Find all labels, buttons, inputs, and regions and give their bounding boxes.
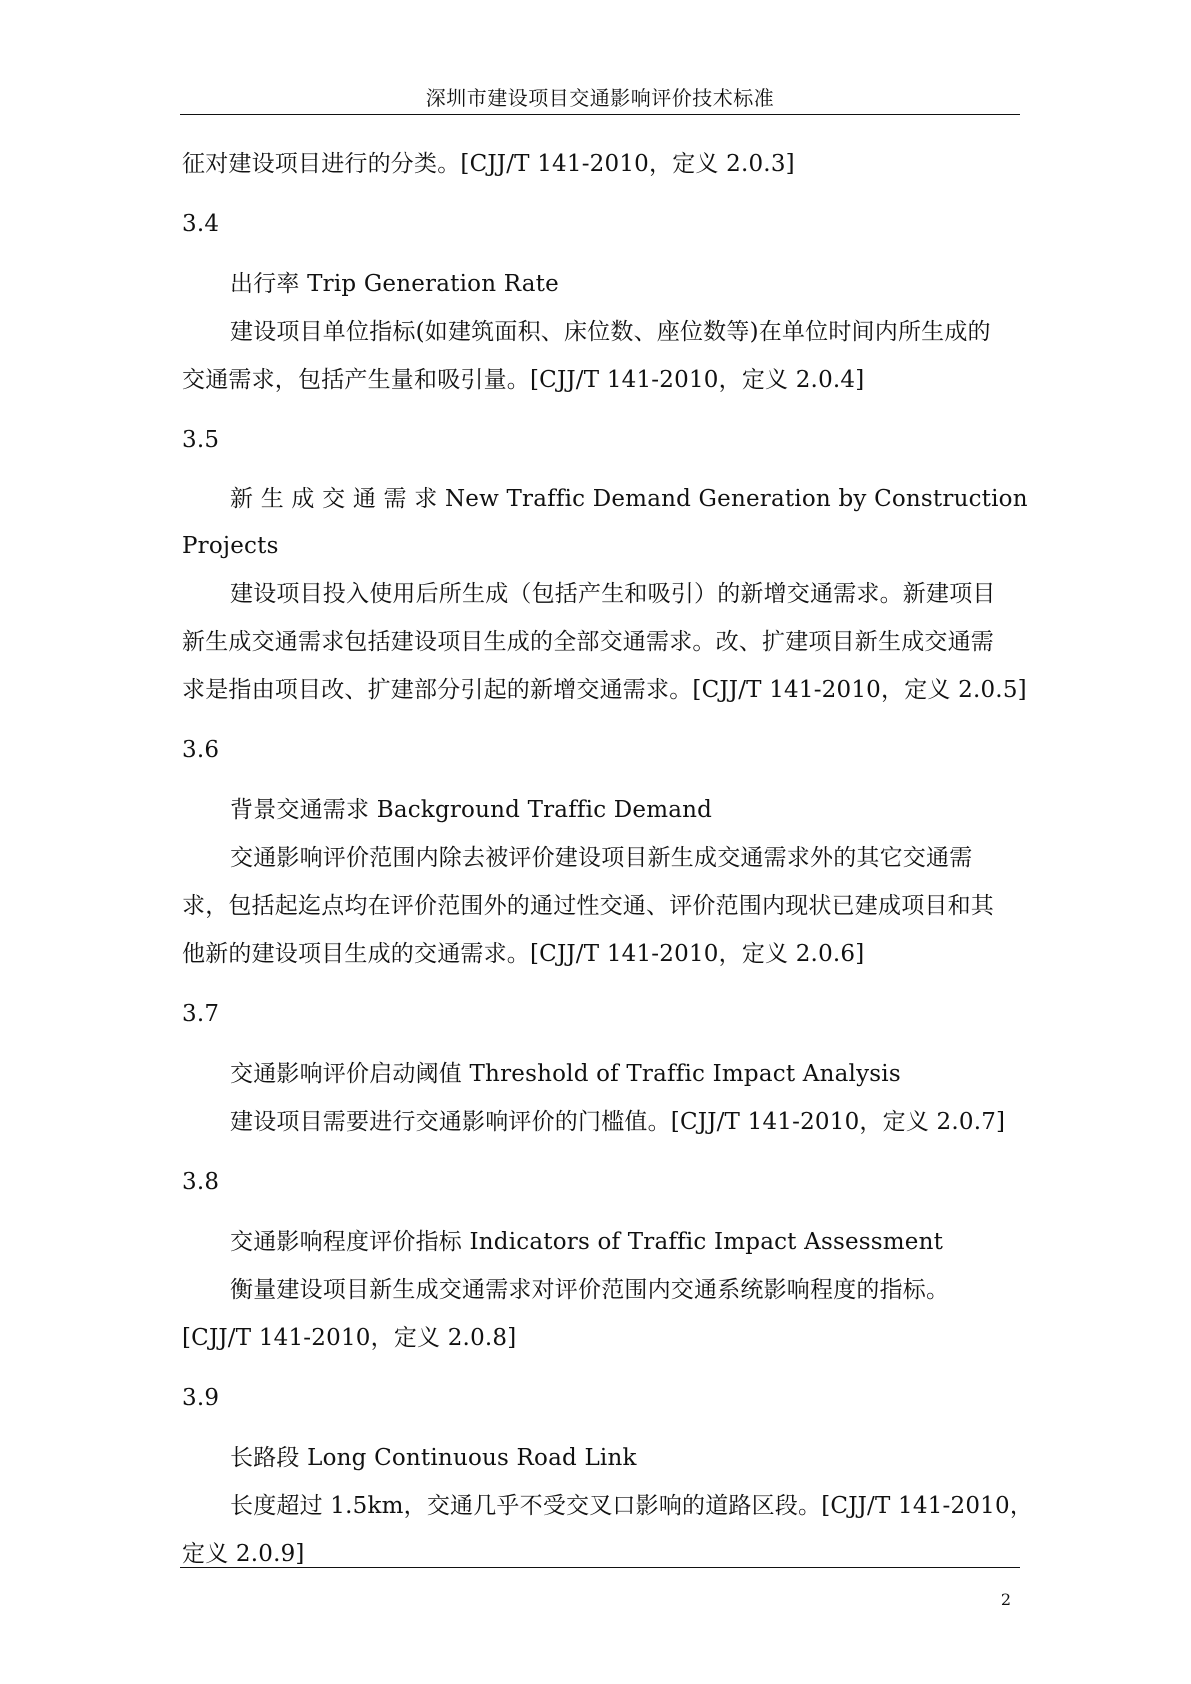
term-heading: 长路段 Long Continuous Road Link [230,1445,637,1471]
document-body [182,140,1034,1578]
definition-line: 交通影响评价范围内除去被评价建设项目新生成交通需求外的其它交通需 [230,845,973,871]
definition-line: 新生成交通需求包括建设项目生成的全部交通需求。改、扩建项目新生成交通需 [182,629,994,655]
term-heading: 交通影响程度评价指标 Indicators of Traffic Impact Assessment [230,1229,944,1255]
section-number: 3.5 [182,427,220,453]
term-heading-continuation: Projects [182,533,279,559]
definition-line: 定义 2.0.9] [182,1541,305,1567]
term-heading: 新 生 成 交 通 需 求 New Traffic Demand Generation by Construction [230,486,1028,512]
header-rule [180,114,1020,115]
term-heading: 出行率 Trip Generation Rate [230,271,559,297]
definition-line: 衡量建设项目新生成交通需求对评价范围内交通系统影响程度的指标。 [230,1277,950,1303]
definition-line: 求是指由项目改、扩建部分引起的新增交通需求。[CJJ/T 141-2010，定义 2.0.5] [182,677,1027,703]
definition-line: 他新的建设项目生成的交通需求。[CJJ/T 141-2010，定义 2.0.6] [182,941,865,967]
section-number: 3.7 [182,1001,220,1027]
paragraph-line: 征对建设项目进行的分类。[CJJ/T 141-2010，定义 2.0.3] [182,151,795,177]
running-header: 深圳市建设项目交通影响评价技术标准 [425,86,775,110]
definition-line: 建设项目单位指标(如建筑面积、床位数、座位数等)在单位时间内所生成的 [230,319,991,345]
definition-line: 长度超过 1.5km，交通几乎不受交叉口影响的道路区段。[CJJ/T 141-2010， [230,1493,1034,1519]
footer-rule [180,1567,1020,1568]
section-number: 3.4 [182,211,220,237]
term-heading: 背景交通需求 Background Traffic Demand [230,797,713,823]
section-number: 3.8 [182,1169,220,1195]
definition-line: 求，包括起迄点均在评价范围外的通过性交通、评价范围内现状已建成项目和其 [182,893,994,919]
definition-line: 建设项目投入使用后所生成（包括产生和吸引）的新增交通需求。新建项目 [230,581,996,607]
page-number: 2 [1000,1590,1011,1609]
section-number: 3.6 [182,737,220,763]
definition-line: 交通需求，包括产生量和吸引量。[CJJ/T 141-2010，定义 2.0.4] [182,367,865,393]
definition-line: [CJJ/T 141-2010，定义 2.0.8] [182,1325,517,1351]
definition-line: 建设项目需要进行交通影响评价的门槛值。[CJJ/T 141-2010，定义 2.0.7] [230,1109,1006,1135]
section-number: 3.9 [182,1385,220,1411]
term-heading: 交通影响评价启动阈值 Threshold of Traffic Impact Analysis [230,1061,901,1087]
